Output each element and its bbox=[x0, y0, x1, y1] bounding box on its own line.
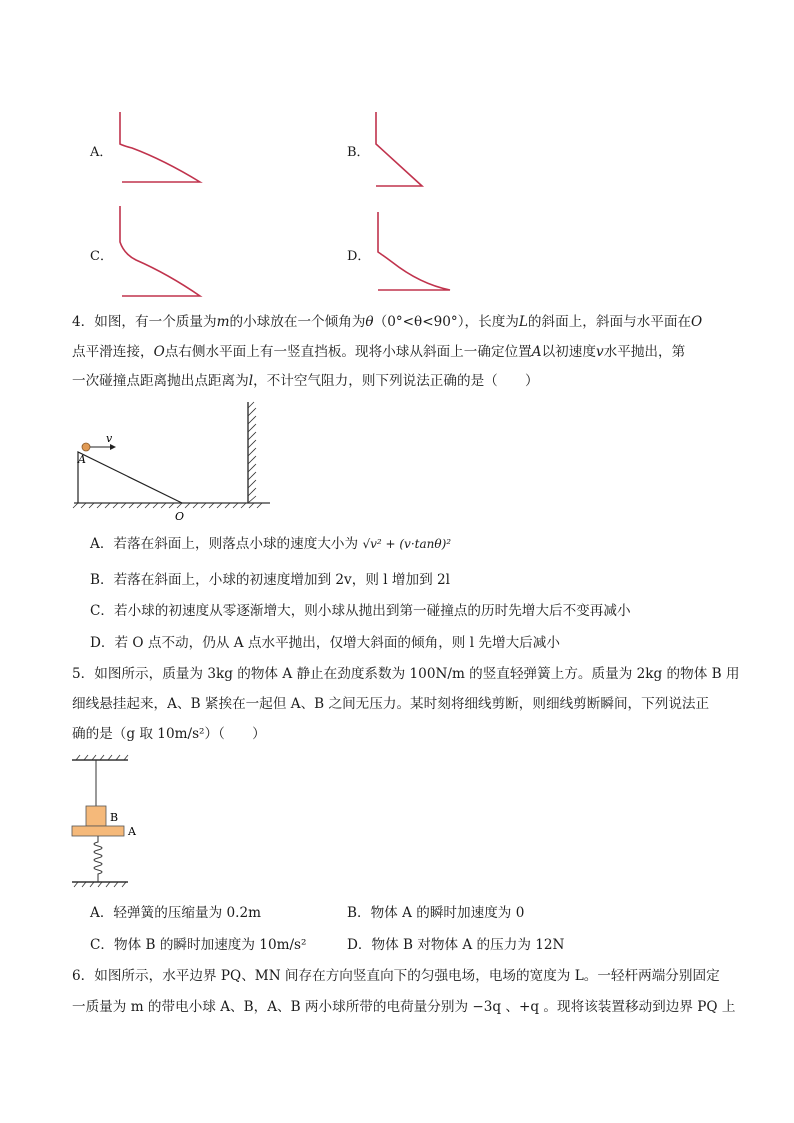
incline bbox=[78, 452, 182, 503]
q4-var-v: v bbox=[595, 344, 604, 360]
fig-label-A: A bbox=[78, 453, 86, 466]
ceiling-hatching bbox=[76, 755, 128, 760]
q4-stem-text: ，不计空气阻力，则下列说法正确的是（ ） bbox=[253, 373, 539, 389]
fig-label-B: B bbox=[110, 811, 119, 824]
q4-stem-text: 点右侧水平面上有一竖直挡板。现将小球从斜面上一确定位置 bbox=[164, 344, 532, 360]
q3-option-c-graph bbox=[112, 204, 212, 302]
q4-stem-line-3 bbox=[72, 371, 539, 391]
q4-stem-text: ，长度为 bbox=[464, 314, 519, 330]
q4-theta-range: （0°<θ<90°） bbox=[373, 314, 465, 330]
q5-spring-figure bbox=[70, 754, 150, 894]
q3-option-c-label: C． bbox=[90, 249, 113, 264]
q4-option-c: C．若小球的初速度从零逐渐增大，则小球从抛出到第一碰撞点的历时先增大后不变再减小 bbox=[90, 603, 631, 619]
wall-hatching bbox=[248, 402, 256, 503]
fig-label-v: v bbox=[106, 432, 113, 445]
q4-option-a bbox=[90, 534, 451, 554]
q4-incline-figure bbox=[70, 400, 280, 525]
q4-stem-line-2 bbox=[72, 342, 685, 362]
q3-option-d-graph bbox=[366, 208, 466, 298]
q6-stem-line-2: 一质量为 m 的带电小球 A、B，A、B 两小球所带的电荷量分别为 −3q 、+q 。现将该装置移动到边界 PQ 上 bbox=[72, 999, 736, 1015]
q5-option-c: C．物体 B 的瞬时加速度为 10m/s² bbox=[90, 937, 307, 953]
q4-stem-text: 4．如图，有一个质量为 bbox=[72, 314, 217, 330]
q4-var-A: A bbox=[531, 344, 542, 360]
floor-hatching bbox=[74, 882, 126, 887]
q4-stem-text: 的斜面上，斜面与水平面在 bbox=[527, 314, 692, 330]
q5-stem-line-3: 确的是（g 取 10m/s²）（ ） bbox=[72, 726, 266, 742]
q5-option-a: A．轻弹簧的压缩量为 0.2m bbox=[90, 905, 261, 921]
q4-var-O: O bbox=[153, 344, 165, 360]
block-b bbox=[86, 806, 106, 826]
q5-option-d: D．物体 B 对物体 A 的压力为 12N bbox=[347, 937, 565, 953]
q4-var-theta: θ bbox=[365, 314, 374, 330]
q6-stem-line-1: 6．如图所示，水平边界 PQ、MN 间存在方向竖直向下的匀强电场，电场的宽度为 L。一轻杆两端分别固定 bbox=[72, 968, 720, 984]
q4-var-O: O bbox=[691, 314, 703, 330]
q4-stem-text: 以初速度 bbox=[541, 344, 596, 360]
fig-label-O: O bbox=[175, 510, 185, 523]
block-a bbox=[72, 826, 124, 836]
q4-var-m: m bbox=[216, 314, 230, 330]
q3-option-b-label: B． bbox=[347, 145, 370, 160]
q4-stem-text: 水平抛出，第 bbox=[603, 344, 686, 360]
q4-option-b: B．若落在斜面上，小球的初速度增加到 2v，则 l 增加到 2l bbox=[90, 572, 451, 588]
q3-option-a-graph bbox=[112, 108, 212, 190]
q4-stem-text: 的小球放在一个倾角为 bbox=[229, 314, 366, 330]
q4-stem-text: 点平滑连接， bbox=[72, 344, 154, 360]
q4-option-a-text: A．若落在斜面上，则落点小球的速度大小为 bbox=[90, 536, 359, 552]
q5-option-b: B．物体 A 的瞬时加速度为 0 bbox=[347, 905, 525, 921]
q4-option-a-formula: √v² + (v·tanθ)² bbox=[362, 537, 452, 551]
fig-label-A: A bbox=[128, 825, 136, 838]
q4-var-l: l bbox=[248, 373, 254, 389]
q4-stem-text: 一次碰撞点距离抛出点距离为 bbox=[72, 373, 249, 389]
spring bbox=[94, 836, 102, 882]
ground-hatching bbox=[73, 503, 270, 508]
q4-stem-line-1 bbox=[72, 312, 702, 332]
q3-option-b-graph bbox=[366, 108, 466, 190]
q3-option-a-label: A． bbox=[90, 145, 113, 160]
q5-stem-line-1: 5．如图所示，质量为 3kg 的物体 A 静止在劲度系数为 100N/m 的竖直轻弹簧上方。质量为 2kg 的物体 B 用 bbox=[72, 666, 740, 682]
q4-var-L: L bbox=[518, 314, 528, 330]
q3-option-d-label: D． bbox=[347, 249, 371, 264]
ball bbox=[82, 443, 90, 451]
q5-stem-line-2: 细线悬挂起来，A、B 紧挨在一起但 A、B 之间无压力。某时刻将细线剪断，则细线剪断瞬间，下列说法正 bbox=[72, 696, 710, 712]
q4-option-d: D．若 O 点不动，仍从 A 点水平抛出，仅增大斜面的倾角，则 l 先增大后减小 bbox=[90, 635, 560, 651]
